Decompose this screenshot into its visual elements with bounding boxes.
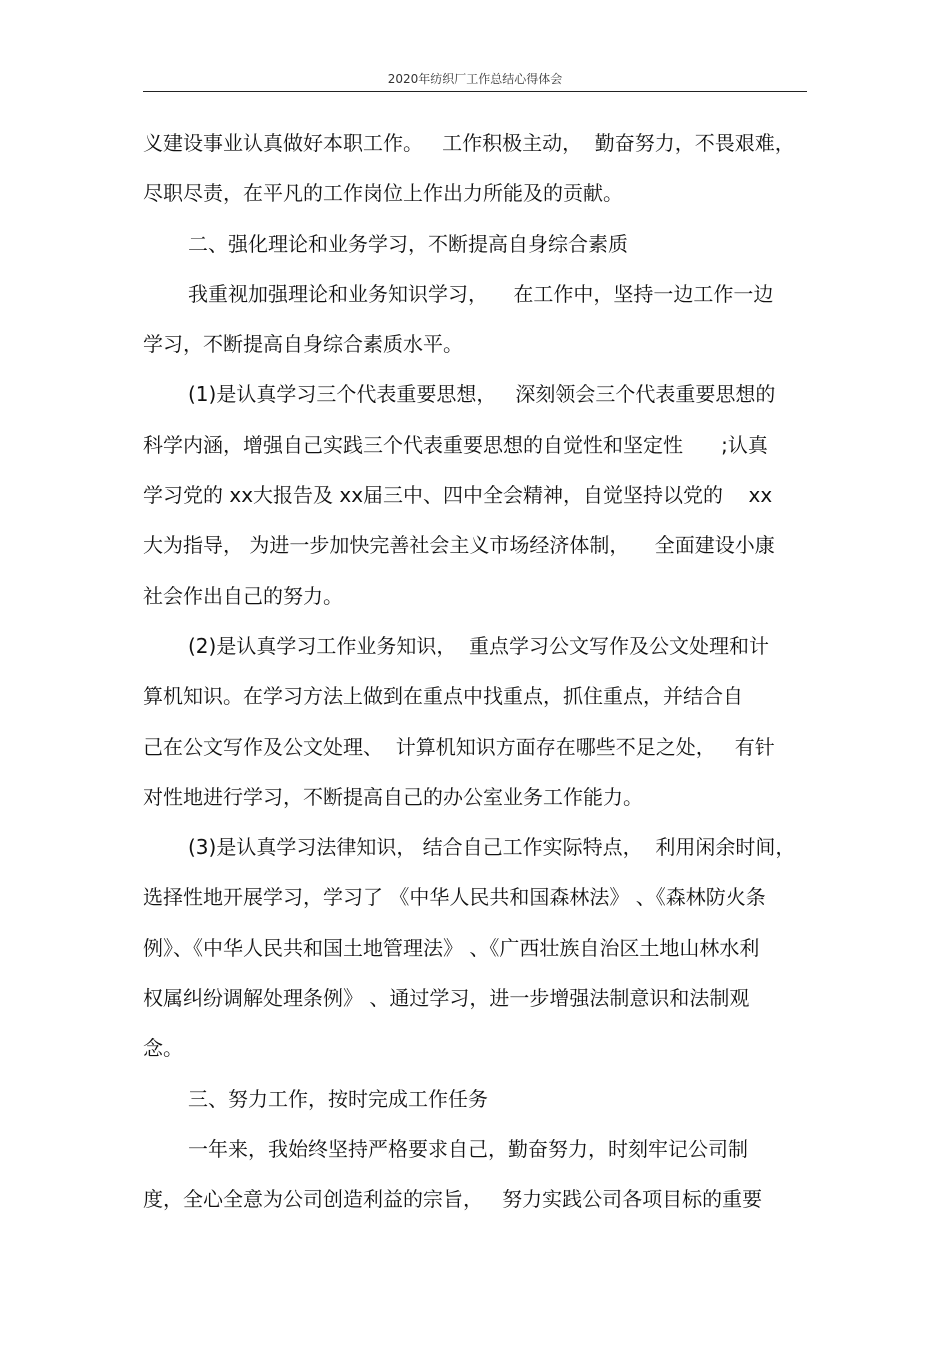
text-line: 算机知识。在学习方法上做到在重点中找重点，抓住重点，并结合自	[143, 684, 743, 709]
text-line: 尽职尽责，在平凡的工作岗位上作出力所能及的贡献。	[143, 181, 623, 206]
text-line: 一年来，我始终坚持严格要求自己，勤奋努力，时刻牢记公司制	[188, 1136, 748, 1161]
text-line: 对性地进行学习，不断提高自己的办公室业务工作能力。	[143, 784, 643, 809]
text-line: 己在公文写作及公文处理、 计算机知识方面存在哪些不足之处， 有针	[143, 734, 775, 759]
text-line: 权属纠纷调解处理条例》 、通过学习，进一步增强法制意识和法制观	[143, 986, 750, 1011]
text-line: (2)是认真学习工作业务知识， 重点学习公文写作及公文处理和计	[188, 633, 770, 658]
text-line: 社会作出自己的努力。	[143, 583, 343, 608]
text-line: 选择性地开展学习，学习了 《中华人民共和国森林法》 、《森林防火条	[143, 885, 766, 910]
document-title: 2020年纺织厂工作总结心得体会	[387, 72, 563, 86]
text-line: 度，全心全意为公司创造利益的宗旨， 努力实践公司各项目标的重要	[143, 1187, 763, 1212]
text-line: 念。	[143, 1036, 183, 1061]
text-line: 二、强化理论和业务学习，不断提高自身综合素质	[188, 231, 628, 256]
text-line: 我重视加强理论和业务知识学习， 在工作中，坚持一边工作一边	[188, 281, 774, 306]
text-line: (3)是认真学习法律知识， 结合自己工作实际特点， 利用闲余时间，	[188, 835, 796, 860]
text-line: 学习党的 xx大报告及 xx届三中、四中全会精神，自觉坚持以党的 xx	[143, 483, 773, 508]
page-header	[143, 62, 807, 92]
document-body	[143, 118, 807, 1225]
text-line: 义建设事业认真做好本职工作。 工作积极主动， 勤奋努力，不畏艰难，	[143, 131, 795, 155]
text-line: 例》、《中华人民共和国土地管理法》 、《广西壮族自治区土地山林水利	[143, 935, 760, 960]
text-line: 大为指导， 为进一步加快完善社会主义市场经济体制， 全面建设小康	[143, 533, 775, 558]
text-line: 科学内涵，增强自己实践三个代表重要思想的自觉性和坚定性 ;认真	[143, 432, 768, 457]
text-line: 学习，不断提高自身综合素质水平。	[143, 332, 463, 357]
text-line: 三、努力工作，按时完成工作任务	[188, 1086, 488, 1111]
text-line: (1)是认真学习三个代表重要思想， 深刻领会三个代表重要思想的	[188, 382, 776, 407]
